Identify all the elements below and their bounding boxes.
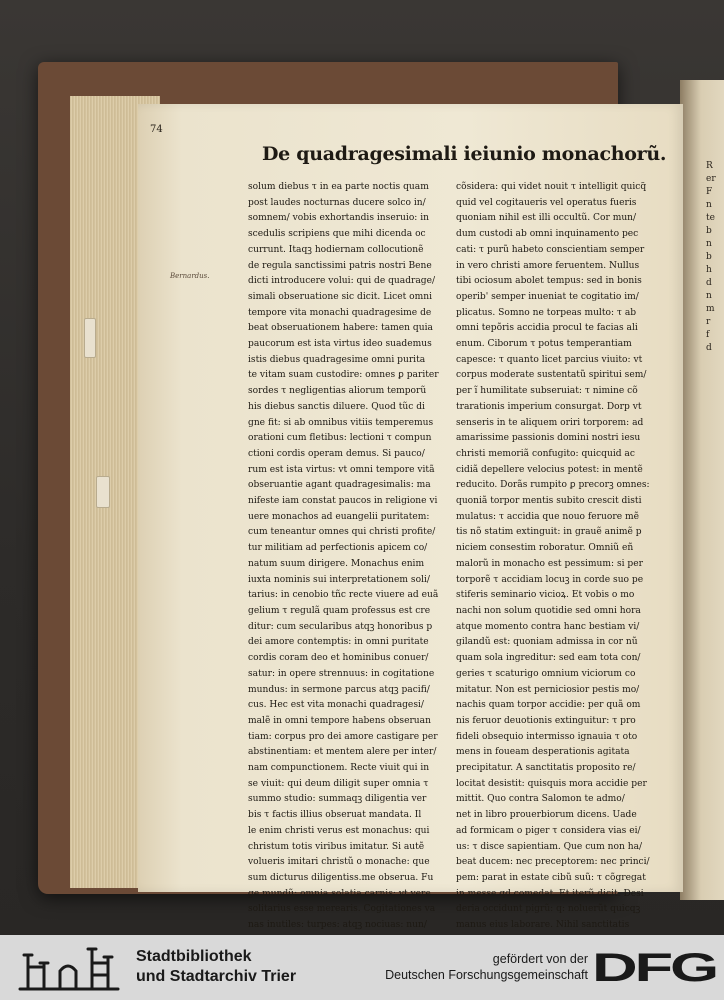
text-line: currunt. Itaqꝫ hodiernam collocutionẽ [248, 244, 424, 255]
text-line: cus. Hec est vita monachi quadragesi/ [248, 700, 424, 711]
text-line: mitatur. Non est perniciosior pestis mo/ [456, 684, 640, 695]
text-line: solum diebus τ in ea parte noctis quam [248, 182, 429, 192]
text-line: cordis coram deo et hominibus conuer/ [248, 653, 429, 664]
facing-page-text-fragment: R er F n te b n b h d n m r f d [706, 161, 716, 353]
text-line: bis τ factis illius obseruat mandata. Il [248, 810, 422, 821]
text-line: dei amore contemptis: in omni puritate [248, 637, 429, 648]
text-line: amarissime passionis domini nostri iesu [456, 433, 641, 444]
text-line: senseris in te aliquem oriri torporem: ad [456, 417, 644, 428]
text-line: enum. Ciborum τ potus temperantiam [456, 339, 632, 350]
text-line: cum teneantur omnes qui christi profite/ [248, 527, 436, 538]
text-line: net in libro prouerbiorum dicens. Uade [456, 810, 637, 821]
bookmark-tab [96, 476, 110, 508]
text-line: deria occidunt pigrũ: q: noluerũt quicqꝫ [456, 904, 641, 915]
text-line: simali obseruatione sic dicit. Licet omni [248, 291, 433, 302]
text-line: quoniã torpor mentis subito crescit disti [456, 496, 642, 507]
text-line: corpus moderate sustentatũ spiritui sem/ [456, 370, 647, 381]
text-line: torporẽ τ accidiam locuꝫ in corde suo pe [456, 574, 644, 585]
text-line: in vero christi amore feruentem. Nullus [456, 260, 640, 271]
text-line: plicatus. Somno ne torpeas multo: τ ab [456, 307, 637, 318]
text-line: malorũ in monacho est pessimum: si per [456, 558, 643, 569]
library-logo-icon [14, 941, 124, 995]
library-name-line2: und Stadtarchiv Trier [136, 968, 297, 985]
text-line: nam compunctionem. Recte viuit qui in [248, 763, 430, 774]
text-line: his diebus sanctis diluere. Quod tũc di [248, 401, 425, 412]
text-line: rum est ista virtus: vt omni tempore vitã [248, 464, 435, 475]
text-line: us: τ disce sapientiam. Que cum non ha/ [456, 841, 643, 852]
library-name-line1: Stadtbibliothek [136, 948, 252, 965]
text-line: cati: τ purũ habeto conscientiam semper [456, 244, 645, 255]
text-line: mens in foueam desperationis agitata [456, 747, 630, 758]
text-line: tempore vita monachi quadragesime de [248, 307, 432, 318]
text-line: volueris imitari christũ o monache: que [248, 857, 430, 868]
text-line: reducito. Dorãs rumpito ꝑ precorꝫ omnes: [456, 480, 650, 491]
text-line: omni tepõris accidia procul te facias ali [456, 323, 638, 334]
text-line: gelium τ regulã quam professus est cre [248, 605, 431, 616]
text-line: christum totis viribus imitatur. Si autẽ [248, 841, 425, 852]
text-line: solitarius esse merearis. Cogitationes va [248, 904, 436, 915]
text-line: capesce: τ quanto licet parcius viuito: vt [456, 354, 643, 365]
text-line: atque momento contra hanc bestiam vi/ [456, 621, 640, 632]
text-line: ad formicam o piger τ considera vias ei/ [456, 825, 641, 836]
text-line: somnem/ vobis exhortandis inseruio: in [248, 213, 430, 224]
funding-line2: Deutschen Forschungsgemeinschaft [385, 968, 588, 982]
text-line: nachis quam torpor accidie: per quã om [456, 700, 641, 711]
text-line: post laudes nocturnas ducere solco in/ [248, 197, 426, 208]
text-line: obseruantie agant quadragesimalis: ma [248, 480, 431, 491]
bookmark-tab [84, 318, 96, 358]
text-line: precipitatur. A sanctitatis proposito re/ [456, 763, 636, 774]
dfg-logo-text: DFG [592, 949, 716, 985]
text-line: fideli obsequio intermisso ignauia τ oto [456, 731, 638, 742]
text-line: natum suum dirigere. Monachus enim [248, 558, 425, 569]
text-line: per ĩ humilitate subseruiat: τ nimine cõ [456, 386, 638, 397]
text-line: sum dicturus diligentiss.me obserua. Fu [248, 872, 434, 883]
text-line: cidiã depellere velocius potest: in mentẽ [456, 464, 643, 475]
text-line: uere monachos ad euangelii puritatem: [248, 511, 430, 522]
text-line: te vitam suam custodire: omnes ꝑ pariter [248, 370, 439, 381]
text-column-right [456, 180, 676, 935]
text-line: quid vel cogitaueris vel operatus fueris [456, 197, 637, 208]
text-line: le enim christi verus est monachus: qui [248, 825, 430, 836]
text-line: locitat desistit: quisquis mora accidie per [456, 778, 647, 789]
text-line: cõsidera: qui videt nouit τ intelligit quicq̃ [456, 182, 647, 192]
text-line: satur: in opere strennuus: in cogitatione [248, 668, 435, 679]
text-line: tibi ociosum abolet tempus: sed in bonis [456, 276, 642, 287]
text-line: mulatus: τ accidia que nouo feruore mẽ [456, 511, 639, 522]
text-line: tiam: corpus pro dei amore castigare per [248, 731, 438, 742]
text-line: summo studio: summaqꝫ diligentia ver [248, 794, 427, 805]
text-line: de regula sanctissimi patris nostri Bene [248, 260, 432, 271]
text-line: abstinentiam: et mentem alere per inter/ [248, 747, 437, 758]
text-line: dicti introducere volui: qui de quadrage/ [248, 276, 436, 287]
footer-bar [0, 935, 724, 1000]
text-line: sordes τ negligentias aliorum temporũ [248, 386, 427, 397]
text-line: mundus: in sermone parcus atqꝫ pacifi/ [248, 684, 430, 695]
funding-line1: gefördert von der [492, 952, 588, 966]
text-line: christi memoriã confugito: quicquid ac [456, 448, 635, 459]
text-line: tis nõ statim extinguit: in grauẽ animẽ p [456, 527, 642, 538]
text-line: niciem consestim roboratur. Omniũ eñ [456, 543, 634, 554]
text-line: nifeste iam constat paucos in religione vi [248, 496, 438, 507]
text-line: gne fit: si ab omnibus vitiis temperemus [248, 417, 434, 428]
text-line: ge mundũ: omnia solatia carnis: vt vere [248, 888, 431, 899]
text-line: quoniam nihil est illi occultũ. Cor mun/ [456, 213, 637, 224]
text-line: nas inutiles: turpes: atqꝫ nociuas: nun/ [248, 920, 427, 931]
text-line: orationi cum fletibus: lectioni τ compun [248, 433, 432, 444]
text-line: in messe qd comedat. Et iterũ dicit. Desi [456, 888, 644, 899]
text-line: ctioni cordis operam demus. Si pauco/ [248, 448, 425, 459]
funding-notice [385, 951, 588, 983]
text-line: scedulis scripiens que mihi dicenda oc [248, 229, 426, 240]
text-line: ditur: cum secularibus atqꝫ honoribus p [248, 621, 433, 632]
text-line: gilandũ est: quoniam admissa in cor nũ [456, 637, 638, 648]
text-line: nachi non solum quotidie sed omni hora [456, 605, 641, 616]
text-line: manus eius laborare. Nihil sanctitatis [456, 920, 630, 931]
text-line: iuxta nominis sui interpretationem soli/ [248, 574, 430, 585]
text-line: istis diebus quadragesime omni purita [248, 354, 426, 365]
text-line: beat ducem: nec preceptorem: nec princi/ [456, 857, 650, 868]
running-title: De quadragesimali ieiunio monachorũ. [262, 143, 667, 165]
text-line: se viuit: qui deum diligit super omnia τ [248, 778, 429, 789]
dfg-logo-icon [592, 949, 718, 985]
text-line: malẽ in omni tempore habens obseruan [248, 715, 431, 726]
text-column-left [248, 180, 468, 935]
text-line: nis feruor deuotionis extinguitur: τ pro [456, 715, 636, 726]
text-line: tur militiam ad perfectionis apicem co/ [248, 543, 428, 554]
text-line: mittit. Quo contra Salomon te admo/ [456, 794, 625, 805]
text-line: tarius: in cenobio tñc recte viuere ad euã [248, 590, 439, 601]
text-line: pem: parat in estate cibũ suũ: τ cõgregat [456, 872, 646, 883]
text-line: stiferis seminario vicioꝝ. Et vobis o mo [456, 590, 635, 601]
text-line: dum custodi ab omni inquinamento pec [456, 229, 639, 240]
text-line: trarationis imperium consurgat. Dorp vt [456, 401, 642, 412]
text-line: paucorum est ista virtus ideo suademus [248, 339, 432, 350]
text-line: beat obseruationem habere: tamen quia [248, 323, 433, 334]
text-line: quam sola ingreditur: sed eam tota con/ [456, 653, 641, 664]
folio-number: 74 [150, 124, 163, 135]
library-name [136, 947, 296, 987]
text-line: geries τ scaturigo omnium viciorum co [456, 668, 636, 679]
marginal-note: Bernardus. [170, 272, 210, 280]
text-line: operib' semper inueniat te cogitatio im/ [456, 291, 639, 302]
